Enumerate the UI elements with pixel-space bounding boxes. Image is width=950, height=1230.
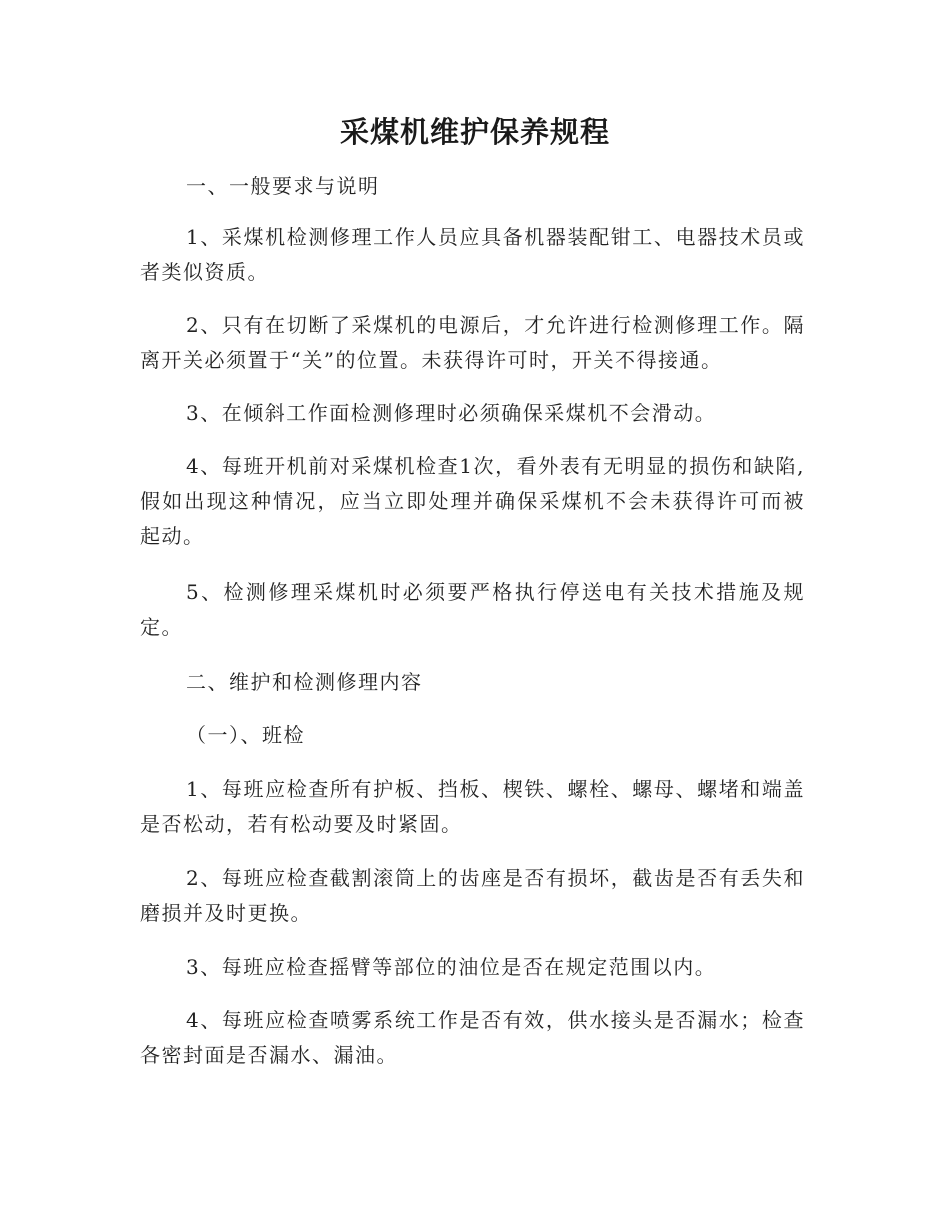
paragraph-item: 4、每班应检查喷雾系统工作是否有效，供水接头是否漏水；检查各密封面是否漏水、漏油。 bbox=[140, 1008, 805, 1067]
paragraph-item: 1、采煤机检测修理工作人员应具备机器装配钳工、电器技术员或者类似资质。 bbox=[140, 225, 805, 284]
document-title: 采煤机维护保养规程 bbox=[339, 115, 610, 149]
paragraph-item: 4、每班开机前对采煤机检查1次，看外表有无明显的损伤和缺陷,假如出现这种情况，应当立即处理并确保采煤机不会未获得许可而被起动。 bbox=[140, 454, 805, 548]
paragraph-item: 2、只有在切断了采煤机的电源后，才允许进行检测修理工作。隔离开关必须置于“关”的位置。未获得许可时，开关不得接通。 bbox=[140, 313, 805, 372]
paragraph-item: 3、在倾斜工作面检测修理时必须确保采煤机不会滑动。 bbox=[186, 401, 717, 425]
paragraph-item: 2、每班应检查截割滚筒上的齿座是否有损坏，截齿是否有丢失和磨损并及时更换。 bbox=[140, 866, 805, 925]
section-heading-general: 一、一般要求与说明 bbox=[186, 174, 380, 198]
subsection-heading-shift-check: （一）、班检 bbox=[186, 723, 305, 747]
paragraph-item: 1、每班应检查所有护板、挡板、楔铁、螺栓、螺母、螺堵和端盖是否松动，若有松动要及时紧固。 bbox=[140, 777, 805, 836]
paragraph-item: 5、检测修理采煤机时必须要严格执行停送电有关技术措施及规定。 bbox=[140, 580, 805, 639]
paragraph-item: 3、每班应检查摇臂等部位的油位是否在规定范围以内。 bbox=[186, 955, 717, 979]
section-heading-maintenance: 二、维护和检测修理内容 bbox=[186, 670, 423, 694]
